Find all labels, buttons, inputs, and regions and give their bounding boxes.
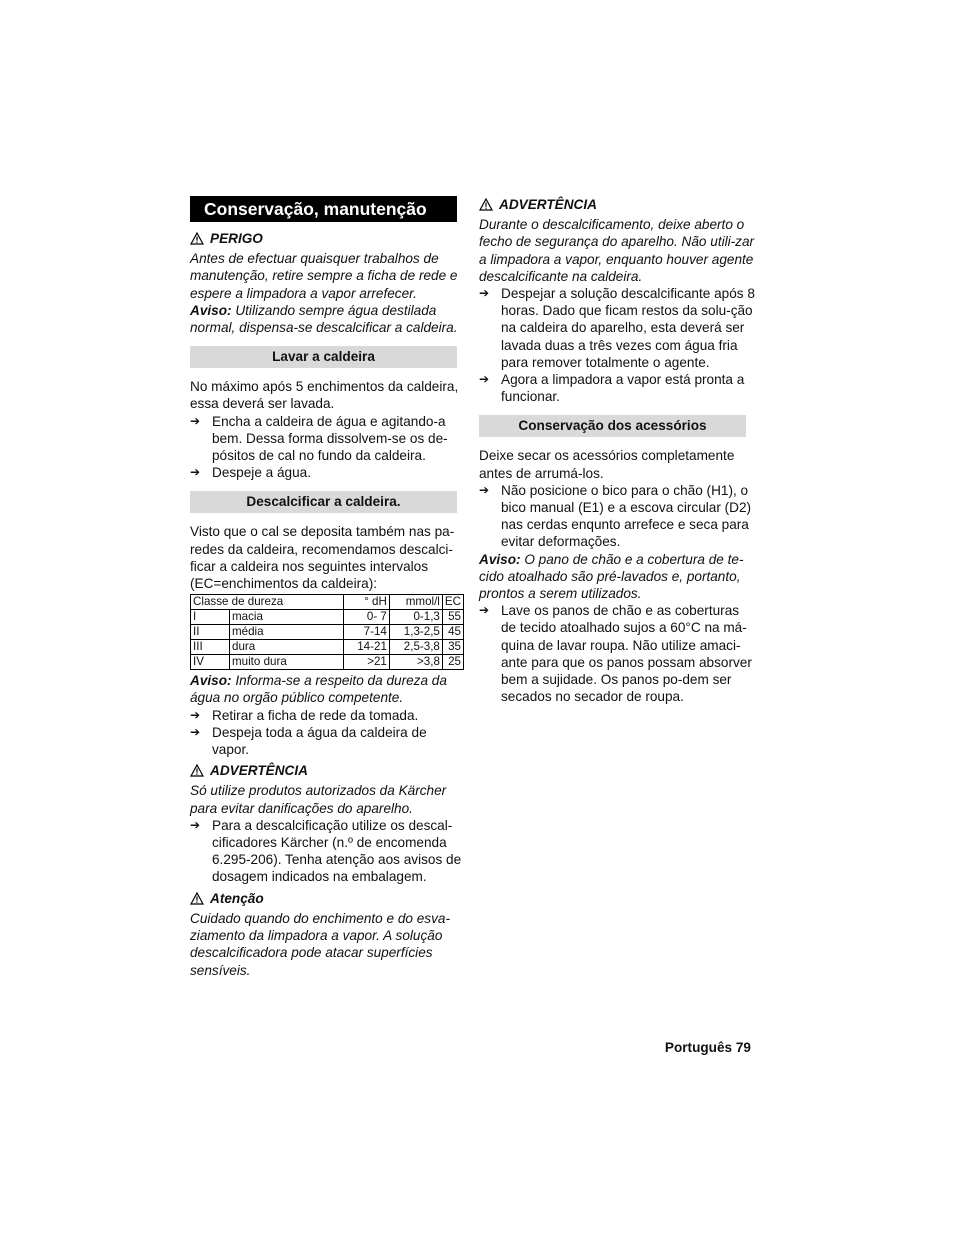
- lavar-text: No máximo após 5 enchimentos da caldeira, essa deverá ser lavada.: [190, 379, 459, 412]
- arrow-right-icon: ➔: [190, 465, 201, 480]
- table-cell: 35: [442, 640, 463, 655]
- table-row: [191, 625, 464, 640]
- table-header: Classe de dureza: [191, 595, 344, 610]
- table-cell: 0-1,3: [389, 610, 442, 625]
- arrow-right-icon: ➔: [479, 286, 490, 301]
- arrow-right-icon: ➔: [479, 372, 490, 387]
- table-cell: média: [230, 625, 344, 640]
- acessorios-heading: Conservação dos acessórios: [479, 415, 746, 437]
- step-text: Não posicione o bico para o chão (H1), o bico manual (E1) e a escova circular (D2) nas cerdas enqunto arrefece e seca para evitar deformações.: [501, 482, 752, 550]
- aviso-text: O pano de chão e a cobertura de te-cido atoalhado são pré-lavados e, portanto, prontos a serem utilizados.: [479, 551, 744, 602]
- atencao-text: Cuidado quando do enchimento e do esva-ziamento da limpadora a vapor. A solução descalcificadora pode atacar superfícies sensíveis.: [190, 910, 450, 978]
- table-cell: IV: [191, 655, 230, 670]
- table-cell: 25: [442, 655, 463, 670]
- warning-triangle-icon: [190, 764, 204, 777]
- advertencia-label: ADVERTÊNCIA: [210, 763, 308, 779]
- advertencia-text: Durante o descalcificamento, deixe aberto o fecho de segurança do aparelho. Não utili-zar a limpadora a vapor, enquanto houver agente descalcificante na caldeira.: [479, 217, 755, 284]
- table-cell: I: [191, 610, 230, 625]
- list-item: [190, 413, 464, 465]
- table-header: EC: [442, 595, 463, 610]
- warning-triangle-icon: [479, 198, 493, 211]
- perigo-text: Antes de efectuar quaisquer trabalhos de manutenção, retire sempre a ficha de rede e espere a limpadora a vapor arrefecer.: [190, 251, 458, 301]
- table-row: [191, 640, 464, 655]
- list-item: [190, 464, 464, 481]
- aviso-text: Informa-se a respeito da dureza da água no orgão público competente.: [190, 673, 447, 706]
- warning-triangle-icon: [190, 232, 204, 245]
- table-header-row: [191, 595, 464, 610]
- aviso-note: [190, 302, 464, 336]
- hardness-table: [190, 594, 464, 670]
- arrow-right-icon: ➔: [190, 724, 201, 739]
- advertencia-label: ADVERTÊNCIA: [499, 197, 597, 212]
- table-cell: 45: [442, 625, 463, 640]
- table-cell: 14-21: [343, 640, 389, 655]
- acessorios-text: Deixe secar os acessórios completamente antes de arrumá-los.: [479, 448, 735, 481]
- advertencia-heading: [479, 196, 755, 213]
- arrow-right-icon: ➔: [190, 817, 201, 832]
- arrow-right-icon: ➔: [190, 413, 201, 428]
- step-text: Para a descalcificação utilize os descal-cificadores Kärcher (n.º de encomenda 6.295-206). Tenha atenção aos avisos de dosagem indicados na embalagem.: [212, 817, 462, 885]
- step-text: Encha a caldeira de água e agitando-a bem. Dessa forma dissolvem-se os de-pósitos de cal no fundo da caldeira.: [212, 413, 448, 464]
- page-number: Português 79: [664, 1040, 751, 1055]
- table-cell: 7-14: [343, 625, 389, 640]
- atencao-heading: [190, 890, 464, 907]
- table-cell: macia: [230, 610, 344, 625]
- perigo-heading: [190, 230, 464, 247]
- table-cell: III: [191, 640, 230, 655]
- right-column: [479, 196, 755, 705]
- aviso-label: Aviso:: [479, 551, 521, 567]
- arrow-right-icon: ➔: [479, 482, 490, 497]
- list-item: [190, 817, 464, 886]
- left-column: [190, 196, 464, 979]
- table-header: ° dH: [343, 595, 389, 610]
- table-cell: dura: [230, 640, 344, 655]
- table-cell: 0- 7: [343, 610, 389, 625]
- list-item: [190, 724, 464, 758]
- step-text: Lave os panos de chão e as coberturas de tecido atoalhado sujos a 60°C na má-quina de lavar roupa. Não utilize amaci-ante para que os panos possam absorver bem a sujidade. Os panos po-dem ser secados no secador de roupa.: [501, 603, 752, 705]
- aviso-text: Utilizando sempre água destilada normal, dispensa-se descalcificar a caldeira.: [190, 302, 458, 336]
- list-item: [479, 285, 755, 371]
- lavar-heading: Lavar a caldeira: [190, 346, 457, 368]
- warning-triangle-icon: [190, 892, 204, 905]
- table-header: mmol/l: [389, 595, 442, 610]
- aviso-note: [190, 672, 464, 706]
- atencao-label: Atenção: [210, 890, 264, 906]
- list-item: [479, 482, 755, 551]
- step-text: Despejar a solução descalcificante após 8 horas. Dado que ficam restos da solu-ção na caldeira do aparelho, esta deverá ser lavada duas a três vezes com água fria para remover totalmente o agente.: [501, 286, 755, 370]
- table-cell: 55: [442, 610, 463, 625]
- table-row: [191, 655, 464, 670]
- table-cell: 1,3-2,5: [389, 625, 442, 640]
- step-text: Despeja toda a água da caldeira de vapor.: [212, 724, 427, 758]
- step-text: Agora a limpadora a vapor está pronta a funcionar.: [501, 372, 745, 405]
- arrow-right-icon: ➔: [479, 603, 490, 618]
- list-item: [190, 707, 464, 724]
- perigo-label: PERIGO: [210, 231, 263, 246]
- arrow-right-icon: ➔: [190, 707, 201, 722]
- advertencia-heading: [190, 762, 464, 779]
- descalcificar-text: Visto que o cal se deposita também nas pa-redes da caldeira, recomendamos descalci-ficar a caldeira nos seguintes intervalos (EC=enchimentos da caldeira):: [190, 524, 455, 592]
- table-row: [191, 610, 464, 625]
- section-title: Conservação, manutenção: [190, 196, 457, 222]
- aviso-label: Aviso:: [190, 673, 232, 689]
- descalcificar-heading: Descalcificar a caldeira.: [190, 491, 457, 513]
- table-cell: muito dura: [230, 655, 344, 670]
- table-cell: >21: [343, 655, 389, 670]
- list-item: [479, 371, 755, 405]
- aviso-label: Aviso:: [190, 302, 232, 318]
- table-cell: 2,5-3,8: [389, 640, 442, 655]
- aviso-note: [479, 551, 755, 603]
- advertencia-text: Só utilize produtos autorizados da Kärcher para evitar danificações do aparelho.: [190, 783, 447, 816]
- table-cell: II: [191, 625, 230, 640]
- list-item: [479, 602, 755, 705]
- step-text: Retirar a ficha de rede da tomada.: [212, 707, 419, 723]
- table-cell: >3,8: [389, 655, 442, 670]
- step-text: Despeje a água.: [212, 465, 312, 481]
